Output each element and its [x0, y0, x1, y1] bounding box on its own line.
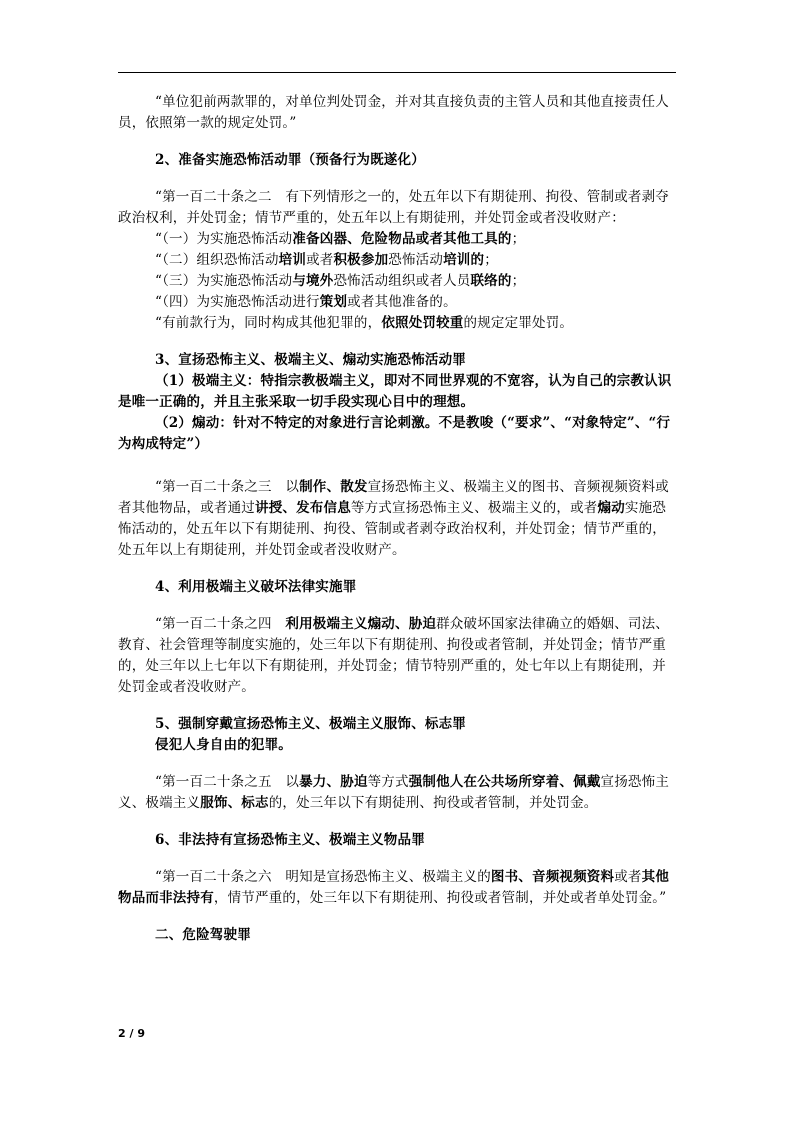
- article-text: “第一百二十条之二 有下列情形之一的，处五年以下有期徒刑、拘役、管制或者剥夺政治权利，并处罚金；情节严重的，处五年以上有期徒刑，并处罚金或者没收财产：: [118, 189, 670, 226]
- section-heading: 4、利用极端主义破坏法律实施罪: [155, 579, 357, 595]
- article-text: “有前款行为，同时构成其他犯罪的，依照处罚较重的规定定罪处罚。: [155, 315, 574, 331]
- section-heading: 5、强制穿戴宣扬恐怖主义、极端主义服饰、标志罪: [155, 716, 466, 732]
- chapter-heading: 二、危险驾驶罪: [155, 927, 251, 943]
- article-text: “第一百二十条之四 利用极端主义煽动、胁迫群众破坏国家法律确立的婚姻、司法、教育、社会管理等制度实施的，处三年以下有期徒刑、拘役或者管制，并处罚金；情节严重的，处三年以上七年以下有期徒刑，并处罚金；情节特别严重的，处七年以上有期徒刑，并处罚金或者没收财产。: [118, 616, 670, 695]
- section-subheading: 侵犯人身自由的犯罪。: [155, 737, 292, 753]
- page-number: 2 / 9: [118, 1027, 145, 1040]
- section-heading: 3、宣扬恐怖主义、极端主义、煽动实施恐怖活动罪: [155, 352, 466, 368]
- section-heading: 6、非法持有宣扬恐怖主义、极端主义物品罪: [155, 832, 425, 848]
- paragraph: “单位犯前两款罪的，对单位判处罚金，并对其直接负责的主管人员和其他直接责任人员，依照第一款的规定处罚。”: [118, 94, 670, 131]
- list-item: “（四）为实施恐怖活动进行策划或者其他准备的。: [155, 294, 457, 310]
- definition-text: （2）煽动：针对不特定的对象进行言论刺激。不是教唆（“要求”、“对象特定”、“行为构成特定”）: [118, 415, 671, 452]
- list-item: “（一）为实施恐怖活动准备凶器、危险物品或者其他工具的；: [155, 231, 526, 247]
- list-item: “（二）组织恐怖活动培训或者积极参加恐怖活动培训的；: [155, 252, 498, 268]
- article-text: “第一百二十条之五 以暴力、胁迫等方式强制他人在公共场所穿着、佩戴宣扬恐怖主义、极端主义服饰、标志的，处三年以下有期徒刑、拘役或者管制，并处罚金。: [118, 774, 670, 811]
- header-rule: [118, 72, 676, 73]
- list-item: “（三）为实施恐怖活动与境外恐怖活动组织或者人员联络的；: [155, 273, 526, 289]
- article-text: “第一百二十条之六 明知是宣扬恐怖主义、极端主义的图书、音频视频资料或者其他物品而非法持有，情节严重的，处三年以下有期徒刑、拘役或者管制，并处或者单处罚金。”: [118, 869, 670, 906]
- document-body: [118, 92, 676, 946]
- section-heading: 2、准备实施恐怖活动罪（预备行为既遂化）: [155, 152, 425, 168]
- article-text: “第一百二十条之三 以制作、散发宣扬恐怖主义、极端主义的图书、音频视频资料或者其他物品，或者通过讲授、发布信息等方式宣扬恐怖主义、极端主义的，或者煽动实施恐怖活动的，处五年以下有期徒刑、拘役、管制或者剥夺政治权利，并处罚金；情节严重的，处五年以上有期徒刑，并处罚金或者没收财产。: [118, 479, 670, 558]
- definition-text: （1）极端主义：特指宗教极端主义，即对不同世界观的不宽容，认为自己的宗教认识是唯一正确的，并且主张采取一切手段实现心目中的理想。: [118, 373, 672, 410]
